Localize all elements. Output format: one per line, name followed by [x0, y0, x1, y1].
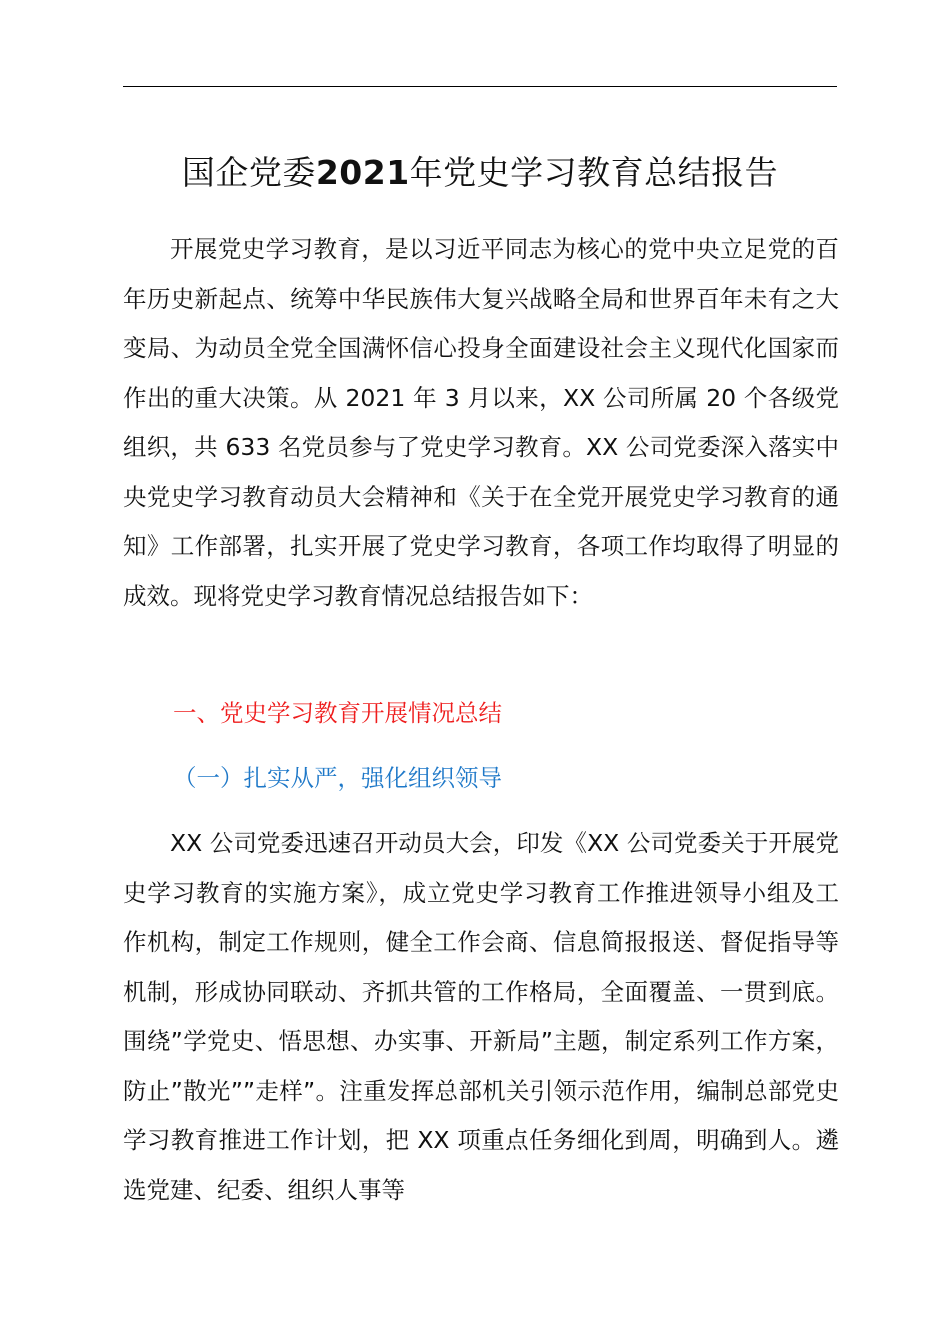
title-suffix: 年党史学习教育总结报告	[409, 153, 779, 192]
subsection-heading-1: （一）扎实从严，强化组织领导	[173, 764, 502, 792]
document-title	[123, 148, 837, 198]
title-year: 2021	[315, 153, 410, 192]
body-paragraph: XX 公司党委迅速召开动员大会，印发《XX 公司党委关于开展党史学习教育的实施方案》，成立党史学习教育工作推进领导小组及工作机构，制定工作规则，健全工作会商、信息简报报送、督促指导等机制，形成协同联动、齐抓共管的工作格局，全面覆盖、一贯到底。围绕”学党史、悟思想、办实事、开新局”主题，制定系列工作方案，防止”散光””走样”。注重发挥总部机关引领示范作用，编制总部党史学习教育推进工作计划，把 XX 项重点任务细化到周，明确到人。遴选党建、纪委、组织人事等	[123, 829, 839, 1204]
header-rule	[123, 86, 837, 87]
intro-paragraph: 开展党史学习教育，是以习近平同志为核心的党中央立足党的百年历史新起点、统筹中华民族伟大复兴战略全局和世界百年未有之大变局、为动员全党全国满怀信心投身全面建设社会主义现代化国家而作出的重大决策。从 2021 年 3 月以来，XX 公司所属 20 个各级党组织，共 633 名党员参与了党史学习教育。XX 公司党委深入落实中央党史学习教育动员大会精神和《关于在全党开展党史学习教育的通知》工作部署，扎实开展了党史学习教育，各项工作均取得了明显的成效。现将党史学习教育情况总结报告如下：	[123, 235, 839, 610]
title-prefix: 国企党委	[181, 153, 316, 192]
section-heading-1: 一、党史学习教育开展情况总结	[173, 699, 502, 727]
